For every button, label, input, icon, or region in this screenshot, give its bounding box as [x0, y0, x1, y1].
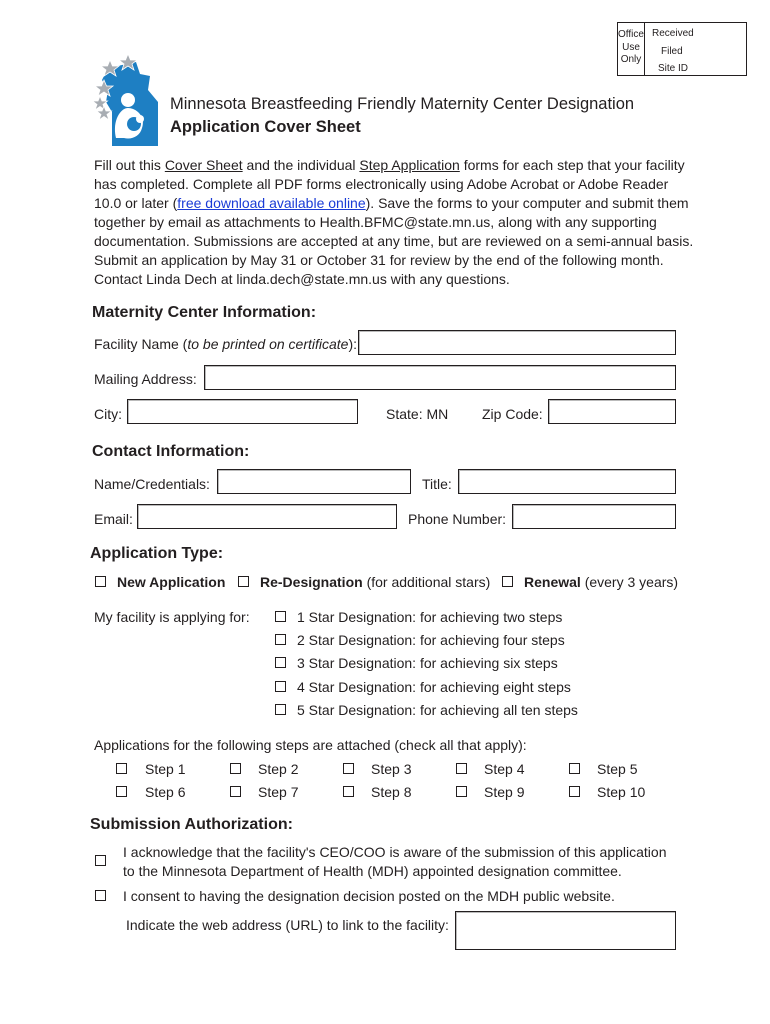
star-3-checkbox[interactable]: [275, 657, 286, 668]
office-filed: Filed: [661, 45, 683, 57]
step-1-checkbox[interactable]: [116, 763, 127, 774]
phone-number-label: Phone Number:: [408, 511, 507, 527]
page-subtitle: Application Cover Sheet: [170, 118, 361, 136]
consent-label: I consent to having the designation decision posted on the MDH public website.: [123, 888, 615, 904]
step-5-label: Step 5: [597, 761, 638, 777]
office-received: Received: [652, 28, 694, 39]
step-6-checkbox[interactable]: [116, 786, 127, 797]
star-4-label: 4 Star Designation: for achieving eight steps: [297, 679, 571, 695]
title-label: Title:: [422, 476, 452, 492]
step-10-label: Step 10: [597, 784, 646, 800]
title-field[interactable]: [458, 469, 676, 494]
acknowledge-line-2: to the Minnesota Department of Health (MDH) appointed designation committee.: [123, 863, 622, 879]
contact-section-heading: Contact Information:: [92, 443, 250, 460]
step-4-checkbox[interactable]: [456, 763, 467, 774]
step-7-checkbox[interactable]: [230, 786, 241, 797]
authorization-heading: Submission Authorization:: [90, 816, 293, 833]
step-4-label: Step 4: [484, 761, 525, 777]
renewal-checkbox[interactable]: [502, 576, 513, 587]
zip-label: Zip Code:: [482, 406, 543, 422]
star-1-checkbox[interactable]: [275, 611, 286, 622]
office-use-label: Office Use Only: [618, 23, 645, 75]
step-2-checkbox[interactable]: [230, 763, 241, 774]
facility-url-field[interactable]: [455, 911, 676, 950]
renewal-label: Renewal (every 3 years): [524, 574, 679, 590]
star-2-checkbox[interactable]: [275, 634, 286, 645]
step-2-label: Step 2: [258, 761, 299, 777]
name-credentials-field[interactable]: [217, 469, 411, 494]
redesignation-checkbox[interactable]: [238, 576, 249, 587]
page-title: Minnesota Breastfeeding Friendly Maternity Center Designation: [170, 95, 635, 113]
acknowledge-line-1: I acknowledge that the facility's CEO/COO is aware of the submission of this application: [123, 844, 667, 860]
consent-checkbox[interactable]: [95, 890, 106, 901]
mn-breastfeeding-logo: [88, 50, 168, 150]
step-8-checkbox[interactable]: [343, 786, 354, 797]
step-application-ref: Step Application: [359, 157, 460, 173]
step-1-label: Step 1: [145, 761, 186, 777]
new-application-checkbox[interactable]: [95, 576, 106, 587]
step-3-label: Step 3: [371, 761, 412, 777]
office-use-box: [617, 22, 747, 76]
city-label: City:: [94, 406, 122, 422]
new-application-label: New Application: [117, 574, 226, 590]
step-5-checkbox[interactable]: [569, 763, 580, 774]
name-credentials-label: Name/Credentials:: [94, 476, 210, 492]
cover-sheet-ref: Cover Sheet: [164, 157, 243, 173]
step-6-label: Step 6: [145, 784, 186, 800]
email-field[interactable]: [137, 504, 397, 529]
office-use-fields: [646, 23, 746, 78]
mailing-address-label: Mailing Address:: [94, 371, 197, 387]
application-type-heading: Application Type:: [90, 545, 224, 562]
step-9-checkbox[interactable]: [456, 786, 467, 797]
star-5-label: 5 Star Designation: for achieving all ten steps: [297, 702, 578, 718]
adobe-download-link[interactable]: free download available online: [177, 195, 366, 211]
step-8-label: Step 8: [371, 784, 412, 800]
step-3-checkbox[interactable]: [343, 763, 354, 774]
phone-number-field[interactable]: [512, 504, 676, 529]
office-site-id: Site ID: [658, 63, 689, 74]
applying-for-label: My facility is applying for:: [94, 609, 250, 625]
state-label: State: MN: [386, 406, 449, 422]
star-4-checkbox[interactable]: [275, 681, 286, 692]
email-label: Email:: [94, 511, 133, 527]
facility-name-field[interactable]: [358, 330, 676, 355]
star-1-label: 1 Star Designation: for achieving two steps: [297, 609, 563, 625]
step-10-checkbox[interactable]: [569, 786, 580, 797]
intro-paragraph: Fill out this Cover Sheet and the individual Step Application forms for each step that your facility has completed. Complete all PDF forms electronically using Adobe Acrobat or Adobe Reader 10.0 or later (free download available online). Save the forms to your computer and submit them together by email as attachments to Health.BFMC@state.mn.us, along with any supporting documentation. Submissions are accepted at any time, but are reviewed on a semi-annual basis. Submit an application by May 31 or October 31 for review by the end of the following month. Contact Linda Dech at linda.dech@state.mn.us with any questions.: [94, 157, 694, 287]
step-7-label: Step 7: [258, 784, 299, 800]
star-5-checkbox[interactable]: [275, 704, 286, 715]
redesignation-label: Re-Designation (for additional stars): [260, 574, 491, 590]
mailing-address-field[interactable]: [204, 365, 676, 390]
maternity-section-heading: Maternity Center Information:: [92, 304, 317, 321]
acknowledge-checkbox[interactable]: [95, 855, 106, 866]
city-field[interactable]: [127, 399, 358, 424]
zip-code-field[interactable]: [548, 399, 676, 424]
steps-attached-label: Applications for the following steps are attached (check all that apply):: [94, 737, 527, 753]
url-label: Indicate the web address (URL) to link to the facility:: [126, 917, 449, 933]
step-9-label: Step 9: [484, 784, 525, 800]
star-2-label: 2 Star Designation: for achieving four steps: [297, 632, 565, 648]
star-3-label: 3 Star Designation: for achieving six steps: [297, 655, 558, 671]
facility-name-label: Facility Name (to be printed on certificate):: [94, 336, 358, 352]
